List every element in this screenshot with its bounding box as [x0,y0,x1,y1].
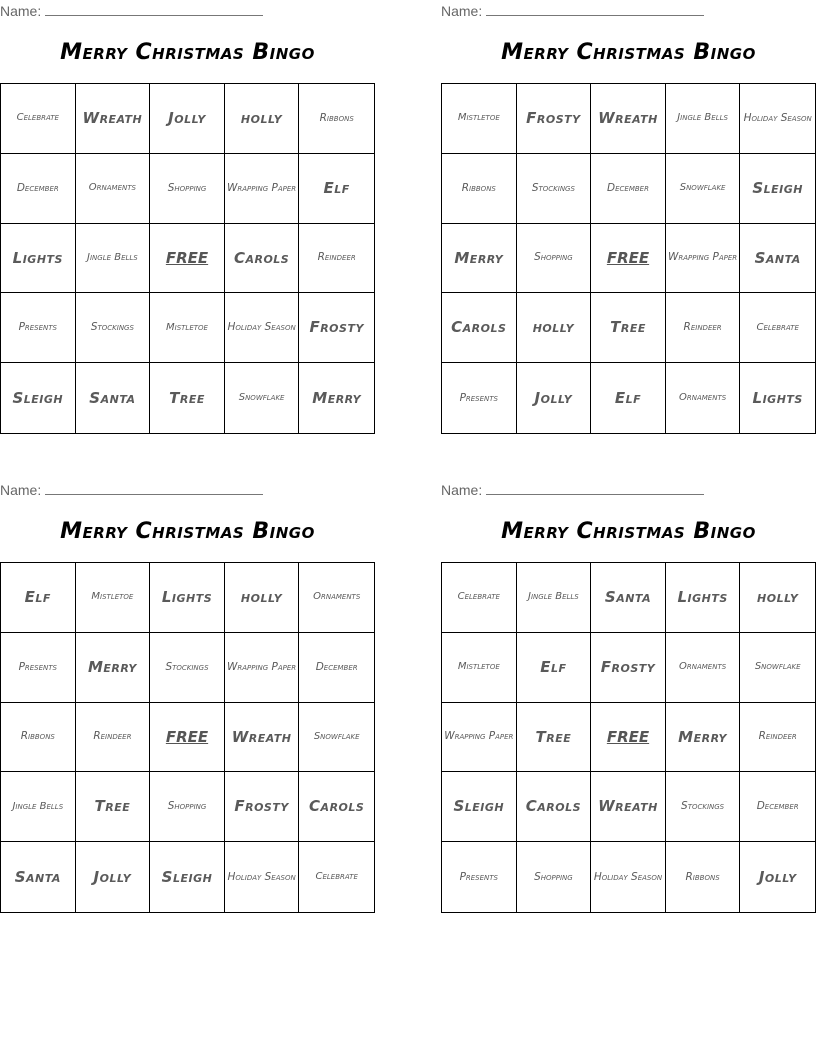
bingo-cell[interactable]: Santa [1,842,76,912]
card-title: Merry Christmas Bingo [60,40,315,65]
bingo-cell[interactable]: Lights [666,563,741,633]
bingo-cell[interactable]: Carols [442,293,517,363]
bingo-cell[interactable]: Ornaments [76,154,151,224]
bingo-cell[interactable]: Merry [442,224,517,294]
bingo-cell[interactable]: Stockings [150,633,225,703]
bingo-cell[interactable]: holly [225,84,300,154]
bingo-cell[interactable]: Wrapping Paper [666,224,741,294]
bingo-cell[interactable]: Wrapping Paper [225,154,300,224]
bingo-cell[interactable]: Frosty [517,84,592,154]
bingo-cell[interactable]: Wreath [225,703,300,773]
bingo-cell[interactable]: Jolly [758,867,797,886]
bingo-cell[interactable]: Stockings [76,293,151,363]
bingo-cell[interactable]: Tree [517,703,592,773]
bingo-cell[interactable]: Snowflake [740,633,815,703]
bingo-cell[interactable]: Ribbons [299,84,374,154]
bingo-cell[interactable]: December [1,154,76,224]
bingo-cell[interactable]: Lights [150,563,225,633]
free-space-cell[interactable]: FREE [591,703,666,773]
bingo-cell[interactable]: Shopping [150,772,225,842]
bingo-cell[interactable]: Frosty [591,633,666,703]
name-blank-line[interactable] [45,482,263,495]
bingo-cell[interactable]: Ribbons [666,842,741,912]
bingo-cell[interactable]: Reindeer [740,703,815,773]
name-label: Name: [441,3,483,19]
bingo-cell[interactable]: Elf [299,154,374,224]
bingo-cell[interactable]: Snowflake [666,154,741,224]
free-space-cell[interactable]: FREE [150,224,225,294]
bingo-cell[interactable]: Jolly [76,842,151,912]
bingo-cell[interactable]: Jolly [517,363,592,433]
bingo-cell[interactable]: Celebrate [315,870,358,882]
bingo-cell[interactable]: Jingle Bells [517,563,592,633]
bingo-card-3 [441,479,816,919]
name-blank-line[interactable] [45,3,263,16]
bingo-cell[interactable]: Shopping [517,224,592,294]
name-label: Name: [0,3,42,19]
bingo-cell[interactable]: December [740,772,815,842]
bingo-grid [0,83,375,434]
bingo-cell[interactable]: Carols [299,772,374,842]
bingo-cell[interactable]: holly [225,563,300,633]
bingo-cell[interactable]: Sleigh [740,154,815,224]
name-blank-line[interactable] [486,3,704,16]
bingo-cell[interactable]: Celebrate [1,84,76,154]
name-field[interactable] [441,482,704,498]
bingo-cell[interactable]: holly [517,293,592,363]
name-label: Name: [441,482,483,498]
bingo-cell[interactable]: Sleigh [1,363,76,433]
bingo-cell[interactable]: Shopping [150,154,225,224]
bingo-cell[interactable]: Jingle Bells [76,224,151,294]
bingo-cell[interactable]: Celebrate [442,563,517,633]
bingo-cell[interactable]: Tree [150,363,225,433]
name-field[interactable] [0,3,263,19]
bingo-cell[interactable]: Ribbons [442,154,517,224]
bingo-cell[interactable]: Frosty [299,293,374,363]
bingo-cell[interactable]: Ornaments [666,363,741,433]
bingo-cell[interactable]: holly [740,563,815,633]
bingo-cell[interactable]: Presents [1,293,76,363]
bingo-card-0 [0,0,375,440]
bingo-card-2 [0,479,375,919]
bingo-grid [441,562,816,913]
bingo-cell[interactable]: Tree [591,293,666,363]
bingo-cell[interactable]: Snowflake [225,363,300,433]
bingo-cell[interactable]: Merry [666,703,741,773]
free-space-cell[interactable]: FREE [150,703,225,773]
bingo-cell[interactable]: Merry [76,633,151,703]
bingo-cell[interactable]: December [591,154,666,224]
bingo-cell[interactable]: Elf [1,563,76,633]
bingo-cell[interactable]: Presents [442,363,517,433]
bingo-cell[interactable]: Reindeer [76,703,151,773]
bingo-cell[interactable]: Elf [591,363,666,433]
card-title: Merry Christmas Bingo [501,519,756,544]
bingo-cell[interactable]: Santa [740,224,815,294]
bingo-cell[interactable]: Jingle Bells [1,772,76,842]
bingo-cell[interactable]: Carols [517,772,592,842]
name-field[interactable] [0,482,263,498]
bingo-cell[interactable]: Snowflake [299,703,374,773]
bingo-cell[interactable]: Mistletoe [442,84,517,154]
bingo-cell[interactable]: Tree [76,772,151,842]
card-title: Merry Christmas Bingo [501,40,756,65]
bingo-cell[interactable]: Wrapping Paper [225,633,300,703]
bingo-cell[interactable]: Holiday Season [225,293,300,363]
bingo-cell[interactable]: Sleigh [442,772,517,842]
bingo-cell[interactable]: Holiday Season [740,84,815,154]
bingo-cell[interactable]: Shopping [517,842,592,912]
card-title: Merry Christmas Bingo [60,519,315,544]
bingo-cell[interactable]: Sleigh [150,842,225,912]
bingo-cell[interactable]: Jingle Bells [666,84,741,154]
bingo-cell[interactable]: Presents [1,633,76,703]
bingo-cell[interactable]: Celebrate [740,293,815,363]
bingo-cell[interactable]: Presents [442,842,517,912]
bingo-cell[interactable]: Ornaments [299,563,374,633]
bingo-cell[interactable]: Holiday Season [591,842,666,912]
bingo-cell[interactable]: Elf [517,633,592,703]
bingo-cell[interactable]: Ribbons [1,703,76,773]
bingo-cell[interactable]: Stockings [517,154,592,224]
bingo-cell[interactable]: Reindeer [666,293,741,363]
bingo-cell[interactable]: Mistletoe [442,633,517,703]
bingo-cell[interactable]: Ornaments [666,633,741,703]
name-label: Name: [0,482,42,498]
bingo-cell[interactable]: Frosty [225,772,300,842]
bingo-cell[interactable]: Holiday Season [225,842,300,912]
name-field[interactable] [441,3,704,19]
bingo-cell[interactable]: Wreath [591,84,666,154]
bingo-cell[interactable]: Santa [76,363,151,433]
free-space-cell[interactable]: FREE [591,224,666,294]
bingo-cell[interactable]: Merry [312,388,362,407]
bingo-cell[interactable]: Santa [591,563,666,633]
bingo-cell[interactable]: Mistletoe [150,293,225,363]
bingo-grid [0,562,375,913]
bingo-cell[interactable]: Reindeer [299,224,374,294]
bingo-cell[interactable]: Jolly [150,84,225,154]
name-blank-line[interactable] [486,482,704,495]
bingo-cell[interactable]: Lights [1,224,76,294]
bingo-cell[interactable]: Wreath [591,772,666,842]
bingo-cell[interactable]: Wreath [76,84,151,154]
bingo-cell[interactable]: Carols [225,224,300,294]
bingo-cell[interactable]: Wrapping Paper [442,703,517,773]
bingo-cell[interactable]: December [299,633,374,703]
bingo-cell[interactable]: Lights [752,388,803,407]
bingo-grid [441,83,816,434]
bingo-card-1 [441,0,816,440]
bingo-cell[interactable]: Stockings [666,772,741,842]
bingo-cell[interactable]: Mistletoe [76,563,151,633]
